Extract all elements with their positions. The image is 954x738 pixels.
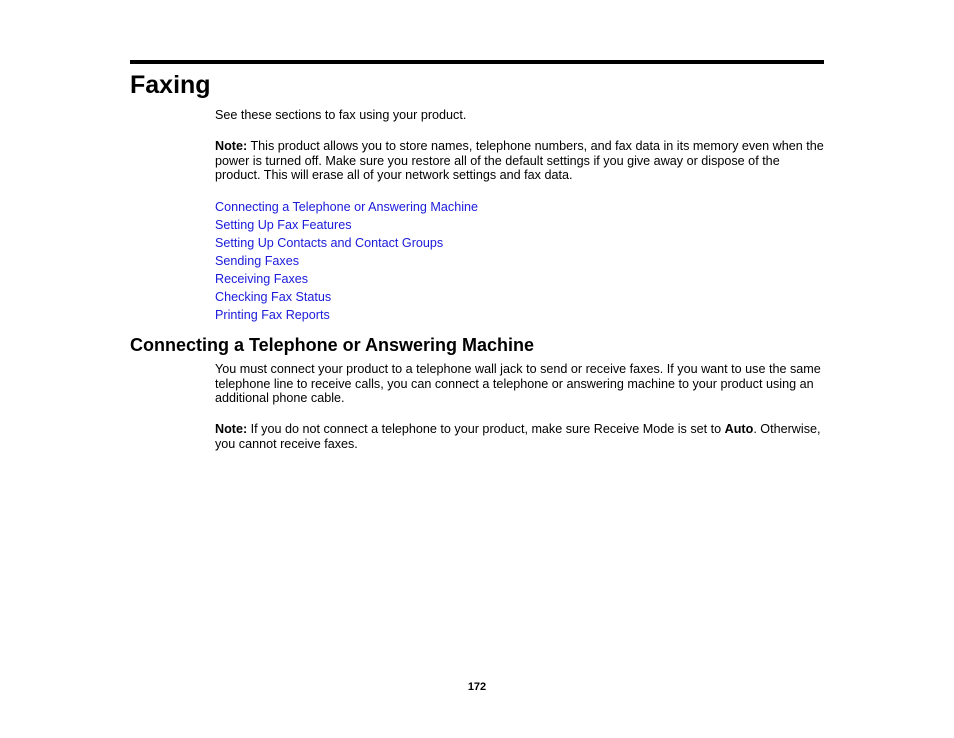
- page-title: Faxing: [130, 71, 211, 99]
- note-text: This product allows you to store names, telephone numbers, and fax data in its memory even when the power is turned off. Make sure you restore all of the default settings if you give away or dispose of the product. This will erase all of your network settings and fax data.: [215, 139, 824, 183]
- link-checking-fax-status[interactable]: Checking Fax Status: [215, 290, 332, 304]
- section-body: You must connect your product to a telephone wall jack to send or receive faxes. If you want to use the same telephone line to receive calls, you can connect a telephone or answering machine to your product using an additional phone cable.: [215, 362, 821, 406]
- section-note-text: If you do not connect a telephone to your product, make sure Receive Mode is set to: [247, 422, 725, 436]
- section-note-label: Note:: [215, 422, 248, 436]
- link-setting-up-fax-features[interactable]: Setting Up Fax Features: [215, 218, 352, 232]
- note-paragraph: [215, 139, 827, 183]
- section-links: [215, 198, 478, 324]
- link-sending-faxes[interactable]: Sending Faxes: [215, 254, 300, 268]
- note-label: Note:: [215, 139, 248, 153]
- section-note: [215, 422, 827, 451]
- intro-text: See these sections to fax using your product.: [215, 108, 467, 122]
- section-note-text-end: . Otherwise, you cannot receive faxes.: [215, 422, 821, 451]
- title-rule: [130, 60, 824, 64]
- link-printing-fax-reports[interactable]: Printing Fax Reports: [215, 308, 330, 322]
- section-heading: Connecting a Telephone or Answering Machine: [130, 335, 535, 355]
- link-receiving-faxes[interactable]: Receiving Faxes: [215, 272, 309, 286]
- page-number: 172: [467, 681, 487, 693]
- link-setting-up-contacts[interactable]: Setting Up Contacts and Contact Groups: [215, 236, 444, 250]
- receive-mode-value: Auto: [724, 422, 754, 436]
- link-connecting-telephone[interactable]: Connecting a Telephone or Answering Machine: [215, 200, 479, 214]
